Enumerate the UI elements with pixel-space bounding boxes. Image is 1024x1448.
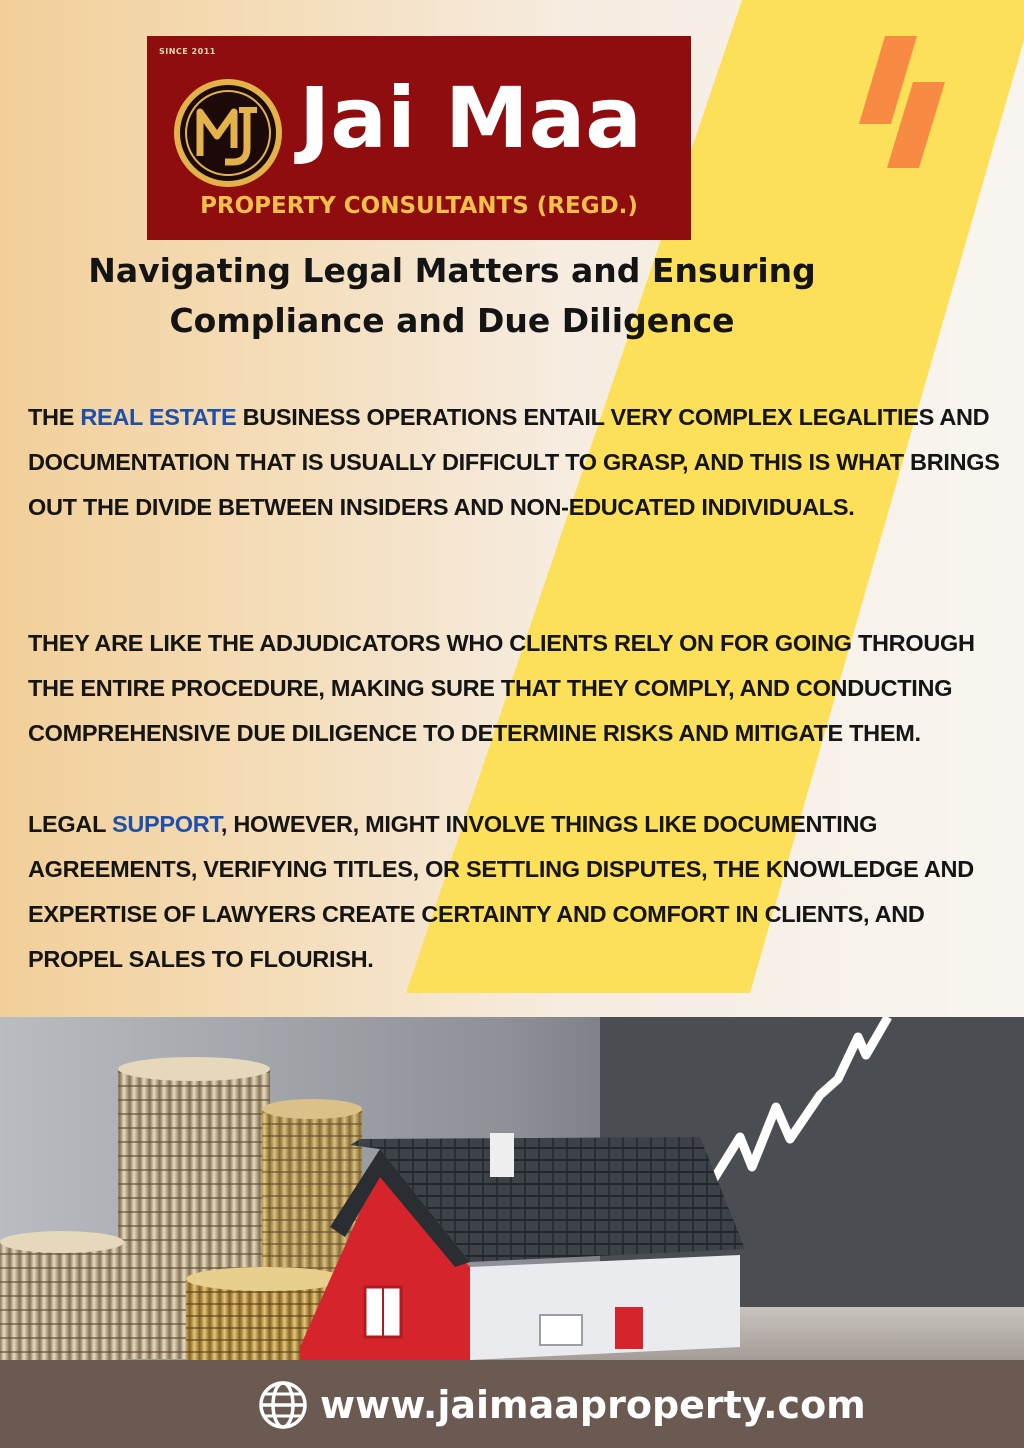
p1-text-before: THE <box>28 404 81 430</box>
page-title-line1: Navigating Legal Matters and Ensuring <box>88 251 816 290</box>
mj-monogram-emblem <box>173 78 283 188</box>
paragraph-real-estate <box>28 395 1003 530</box>
globe-icon <box>258 1380 308 1430</box>
page-title-line2: Compliance and Due Diligence <box>169 301 735 340</box>
p1-highlight-real-estate: REAL ESTATE <box>80 404 237 430</box>
orange-slash-accent-icon <box>855 36 950 171</box>
footer-bar <box>0 1360 1024 1448</box>
p2-text: THEY ARE LIKE THE ADJUDICATORS WHO CLIENTS RELY ON FOR GOING THROUGH THE ENTIRE PROCEDURE, MAKING SURE THAT THEY COMPLY, AND CONDUCTING COMPREHENSIVE DUE DILIGENCE TO DETERMINE RISKS AND MITIGATE THEM. <box>28 630 975 746</box>
p3-highlight-support: SUPPORT <box>111 811 221 837</box>
website-link[interactable]: www.jaimaaproperty.com <box>320 1383 866 1427</box>
p3-text-before: LEGAL <box>28 811 112 837</box>
paragraph-adjudicators <box>28 621 1003 756</box>
company-logo <box>147 36 691 240</box>
logo-company-name: Jai Maa <box>299 69 642 167</box>
house-and-coins-photo <box>0 1017 1024 1360</box>
page-title <box>60 246 844 346</box>
paragraph-legal-support <box>28 802 1003 982</box>
logo-since-text: SINCE 2011 <box>159 47 216 56</box>
p3-text-after: , HOWEVER, MIGHT INVOLVE THINGS LIKE DOCUMENTING AGREEMENTS, VERIFYING TITLES, OR SETTLING DISPUTES, THE KNOWLEDGE AND EXPERTISE OF LAWYERS CREATE CERTAINTY AND COMFORT IN CLIENTS, AND PROPEL SALES TO FLOURISH. <box>28 811 974 972</box>
logo-subtitle: PROPERTY CONSULTANTS (REGD.) <box>200 193 638 219</box>
p1-text-after: BUSINESS OPERATIONS ENTAIL VERY COMPLEX LEGALITIES AND DOCUMENTATION THAT IS USUALLY DIFFICULT TO GRASP, AND THIS IS WHAT BRINGS OUT THE DIVIDE BETWEEN INSIDERS AND NON-EDUCATED INDIVIDUALS. <box>28 404 1000 520</box>
